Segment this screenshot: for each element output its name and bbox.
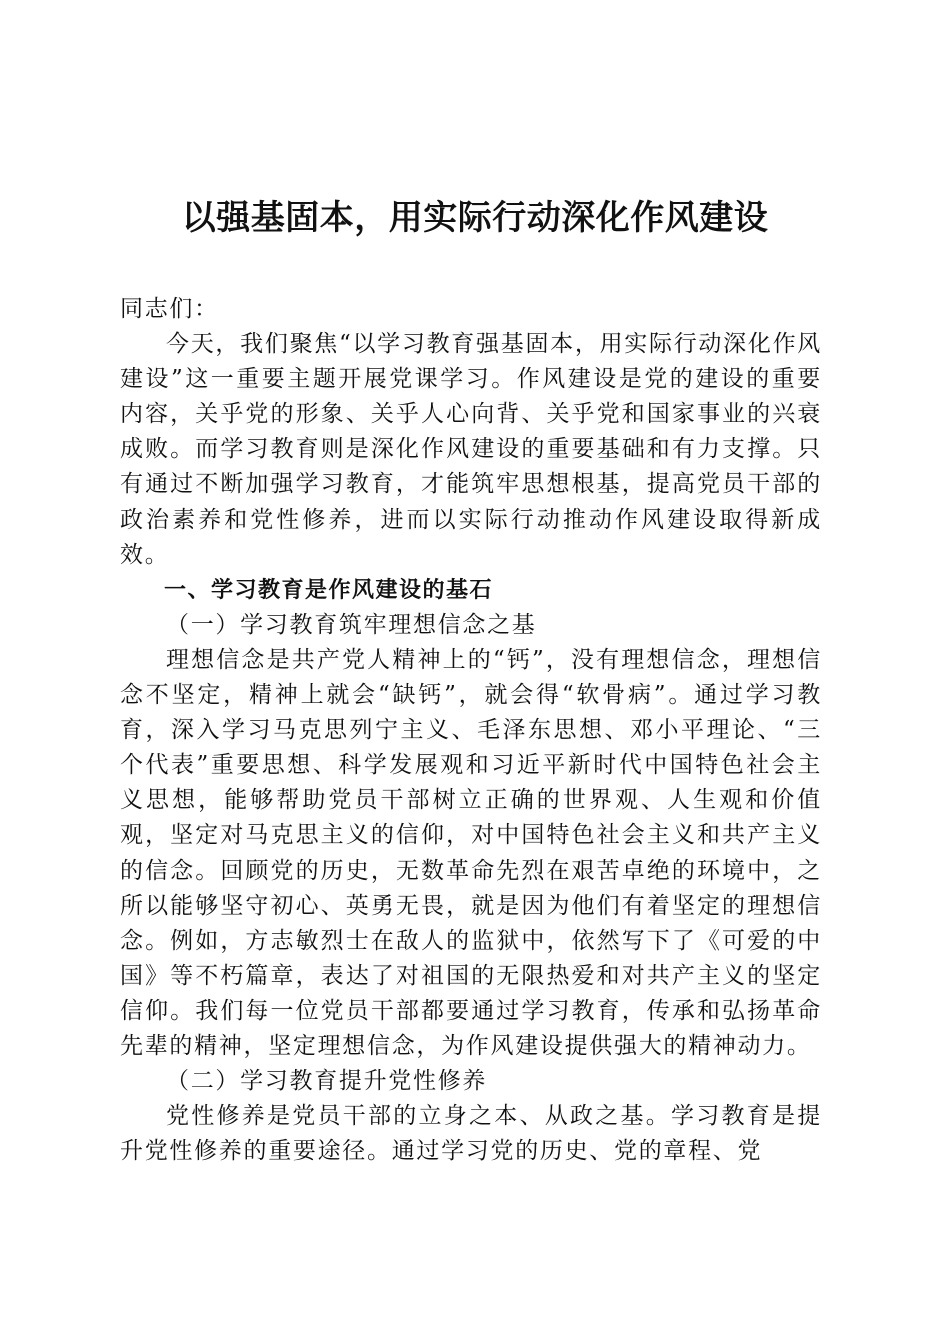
document-body	[120, 292, 822, 1169]
subsection-2-paragraph: 党性修养是党员干部的立身之本、从政之基。学习教育是提升党性修养的重要途径。通过学习党的历史、党的章程、党	[120, 1103, 822, 1165]
section-heading-1: 一、学习教育是作风建设的基石	[164, 577, 494, 603]
document-title: 以强基固本，用实际行动深化作风建设	[181, 198, 769, 238]
subsection-1-paragraph: 理想信念是共产党人精神上的“钙”，没有理想信念，理想信念不坚定，精神上就会“缺钙”，就会得“软骨病”。通过学习教育，深入学习马克思列宁主义、毛泽东思想、邓小平理论、“三个代表”重要思想、科学发展观和习近平新时代中国特色社会主义思想，能够帮助党员干部树立正确的世界观、人生观和价值观，坚定对马克思主义的信仰，对中国特色社会主义和共产主义的信念。回顾党的历史，无数革命先烈在艰苦卓绝的环境中，之所以能够坚守初心、英勇无畏，就是因为他们有着坚定的理想信念。例如，方志敏烈士在敌人的监狱中，依然写下了《可爱的中国》等不朽篇章，表达了对祖国的无限热爱和对共产主义的坚定信仰。我们每一位党员干部都要通过学习教育，传承和弘扬革命先辈的精神，坚定理想信念，为作风建设提供强大的精神动力。	[120, 646, 822, 1059]
intro-paragraph: 今天，我们聚焦“以学习教育强基固本，用实际行动深化作风建设”这一重要主题开展党课学习。作风建设是党的建设的重要内容，关乎党的形象、关乎人心向背、关乎党和国家事业的兴衰成败。而学习教育则是深化作风建设的重要基础和有力支撑。只有通过不断加强学习教育，才能筑牢思想根基，提高党员干部的政治素养和党性修养，进而以实际行动推动作风建设取得新成效。	[120, 331, 822, 568]
subsection-heading-2: （二）学习教育提升党性修养	[166, 1068, 488, 1095]
salutation: 同志们：	[120, 296, 219, 322]
subsection-heading-1: （一）学习教育筑牢理想信念之基	[166, 611, 537, 638]
